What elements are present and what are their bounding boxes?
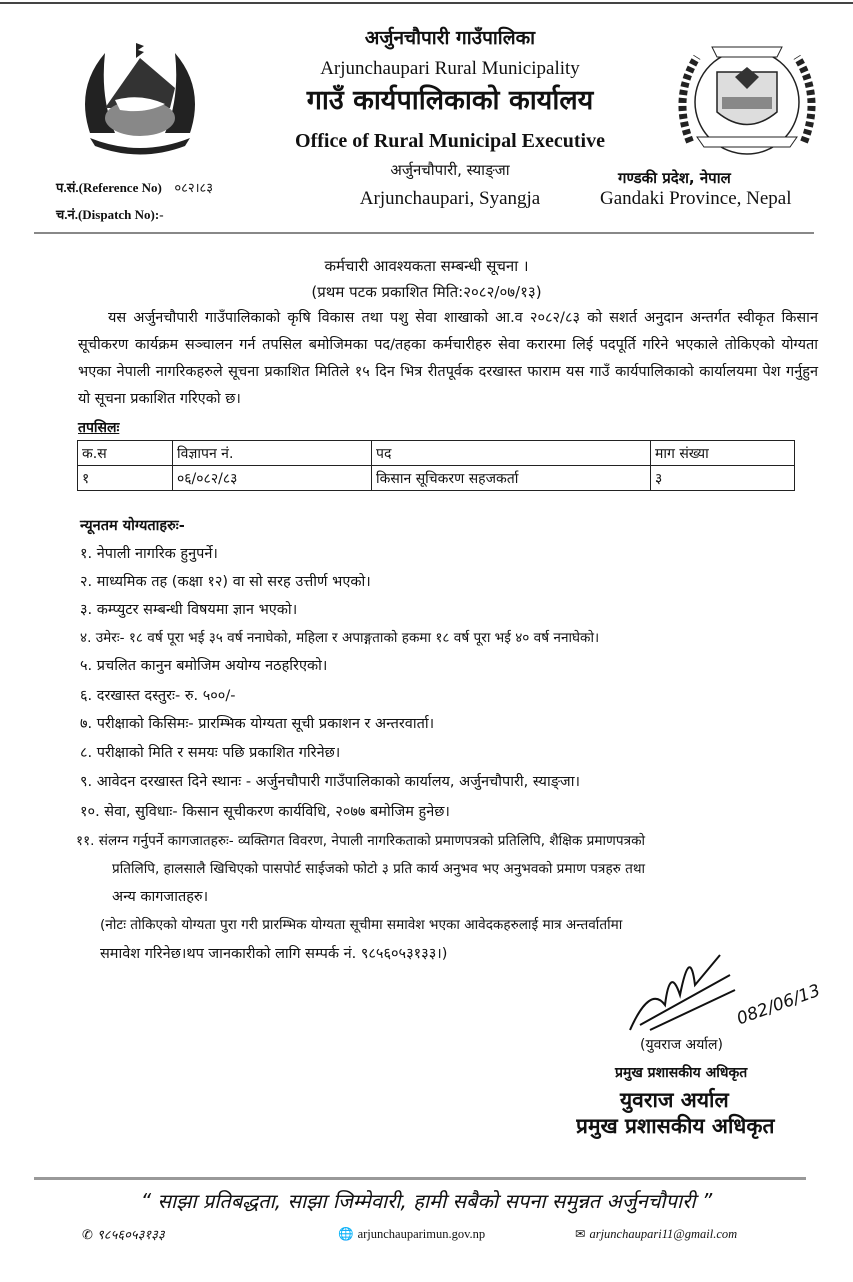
table-header-row (78, 441, 795, 466)
qualification-item: ३. कम्प्युटर सम्बन्धी विषयमा ज्ञान भएको। (80, 602, 298, 618)
vacancy-table (77, 440, 795, 491)
website-link[interactable]: arjunchauparimun.gov.np (357, 1227, 486, 1241)
qualification-item: १. नेपाली नागरिक हुनुपर्ने। (80, 546, 218, 562)
municipality-logo-icon (672, 42, 822, 160)
signatory-name-bracket: (युवराज अर्याल) (640, 1037, 723, 1053)
nepal-emblem-icon (70, 38, 210, 158)
reference-line (56, 178, 213, 196)
phone-number: ९८५६०५३१३३ (97, 1228, 165, 1243)
footer-phone (82, 1225, 165, 1243)
office-name-en: Office of Rural Municipal Executive (295, 130, 605, 152)
handwritten-date: 082/06/13 (734, 980, 823, 1030)
province-en: Gandaki Province, Nepal (600, 188, 792, 209)
footer-website[interactable] (338, 1226, 485, 1242)
qualification-item: ६. दरखास्त दस्तुरः- रु. ५००/- (80, 688, 236, 704)
footer-email[interactable] (575, 1226, 737, 1242)
location-np: अर्जुनचौपारी, स्याङ्जा (390, 161, 510, 179)
footer-divider (34, 1177, 806, 1180)
table-row (78, 466, 795, 491)
qualification-item: ७. परीक्षाको किसिमः- प्रारम्भिक योग्यता सूची प्रकाशन र अन्तरवार्ता। (80, 716, 435, 732)
top-rule (0, 2, 853, 4)
tapasil-label: तपसिलः (78, 420, 120, 436)
header-post: पद (372, 441, 651, 466)
signature-scribble-icon (620, 945, 740, 1035)
envelope-icon: ✉ (575, 1226, 586, 1241)
stamp-name: युवराज अर्याल (620, 1088, 729, 1112)
signatory-designation: प्रमुख प्रशासकीय अधिकृत (615, 1065, 748, 1081)
qualification-item-11: ११. संलग्न गर्नुपर्ने कागजातहरुः- व्यक्तिगत विवरण, नेपाली नागरिकताको प्रमाणपत्रको प्रतिलिपि, शैक्षिक प्रमाणपत्रको (76, 833, 646, 849)
footer-slogan: “ साझा प्रतिबद्धता, साझा जिम्मेवारी, हामी सबैको सपना समुन्नत अर्जुनचौपारी ” (140, 1189, 713, 1213)
qualification-item: ५. प्रचलित कानुन बमोजिम अयोग्य नठहरिएको। (80, 658, 328, 674)
header-ad-no: विज्ञापन नं. (173, 441, 372, 466)
dispatch-label: च.नं.(Dispatch No):- (56, 207, 164, 222)
qualification-item-11-cont: प्रतिलिपि, हालसालै खिचिएको पासपोर्ट साईजको फोटो ३ प्रति कार्य अनुभव भए अनुभवको प्रमाण पत्रहरु तथा (112, 861, 646, 877)
qualification-item: ४. उमेरः- १८ वर्ष पूरा भई ३५ वर्ष ननाघेको, महिला र अपाङ्गताको हकमा १८ वर्ष पूरा भई ४० वर्ष ननाघेको। (80, 630, 600, 646)
notice-body: यस अर्जुनचौपारी गाउँपालिकाको कृषि विकास तथा पशु सेवा शाखाको आ.व २०८२/८३ को सशर्त अनुदान अन्तर्गत स्वीकृत किसान सूचीकरण कार्यक्रम सञ्चालन गर्न तपसिल बमोजिमका पद/तहका कर्मचारीहरु सेवा करारमा लिई पदपूर्ति गरिने भएकाले तोकिएको योग्यता भएका नेपाली नागरिकहरुले सूचना प्रकाशित मितिले १५ दिन भित्र रीतपूर्वक दरखास्त फाराम यस गाउँ कार्यपालिकाको कार्यालयमा पेश गर्नुहुन यो सूचना प्रकाशित गरिएको छ। (78, 310, 818, 407)
notice-subtitle: (प्रथम पटक प्रकाशित मिति:२०८२/०७/१३) (311, 283, 542, 301)
reference-value: ०८२।८३ (174, 181, 214, 196)
reference-label: प.सं.(Reference No) (56, 180, 162, 195)
cell-ad-no: ०६/०८२/८३ (173, 466, 372, 491)
qualification-item-11-cont: अन्य कागजातहरु। (112, 889, 209, 905)
phone-icon: ✆ (82, 1228, 93, 1243)
municipality-name-np: अर्जुनचौपारी गाउँपालिका (364, 27, 536, 49)
header-demand: माग संख्या (651, 441, 795, 466)
notice-title: कर्मचारी आवश्यकता सम्बन्धी सूचना । (324, 257, 529, 275)
qualification-item: २. माध्यमिक तह (कक्षा १२) वा सो सरह उत्तीर्ण भएको। (80, 574, 371, 590)
municipality-name-en: Arjunchaupari Rural Municipality (320, 58, 580, 79)
globe-icon: 🌐 (338, 1226, 354, 1241)
note-text-cont: समावेश गरिनेछ।थप जानकारीको लागि सम्पर्क नं. ९८५६०५३१३३।) (100, 946, 448, 962)
qualification-item: ९. आवेदन दरखास्त दिने स्थानः - अर्जुनचौपारी गाउँपालिकाको कार्यालय, अर्जुनचौपारी, स्याङ्जा। (80, 774, 580, 790)
cell-post: किसान सूचिकरण सहजकर्ता (372, 466, 651, 491)
header-divider (34, 232, 814, 234)
header-sn: क.स (78, 441, 173, 466)
qualifications-heading: न्यूनतम योग्यताहरुः- (80, 518, 185, 534)
office-name-np: गाउँ कार्यपालिकाको कार्यालय (306, 85, 594, 116)
qualification-item: ८. परीक्षाको मिति र समयः पछि प्रकाशित गरिनेछ। (80, 745, 341, 761)
cell-demand: ३ (651, 466, 795, 491)
stamp-designation: प्रमुख प्रशासकीय अधिकृत (576, 1114, 775, 1138)
cell-sn: १ (78, 466, 173, 491)
note-text: (नोटः तोकिएको योग्यता पुरा गरी प्रारम्भिक योग्यता सूचीमा समावेश भएका आवेदकहरुलाई मात्र अन्तर्वार्तामा (100, 917, 623, 933)
province-np: गण्डकी प्रदेश, नेपाल (618, 169, 731, 187)
email-link[interactable]: arjunchaupari11@gmail.com (589, 1227, 738, 1241)
location-en: Arjunchaupari, Syangja (359, 188, 541, 209)
qualification-item: १०. सेवा, सुविधाः- किसान सूचीकरण कार्यविधि, २०७७ बमोजिम हुनेछ। (80, 804, 450, 820)
